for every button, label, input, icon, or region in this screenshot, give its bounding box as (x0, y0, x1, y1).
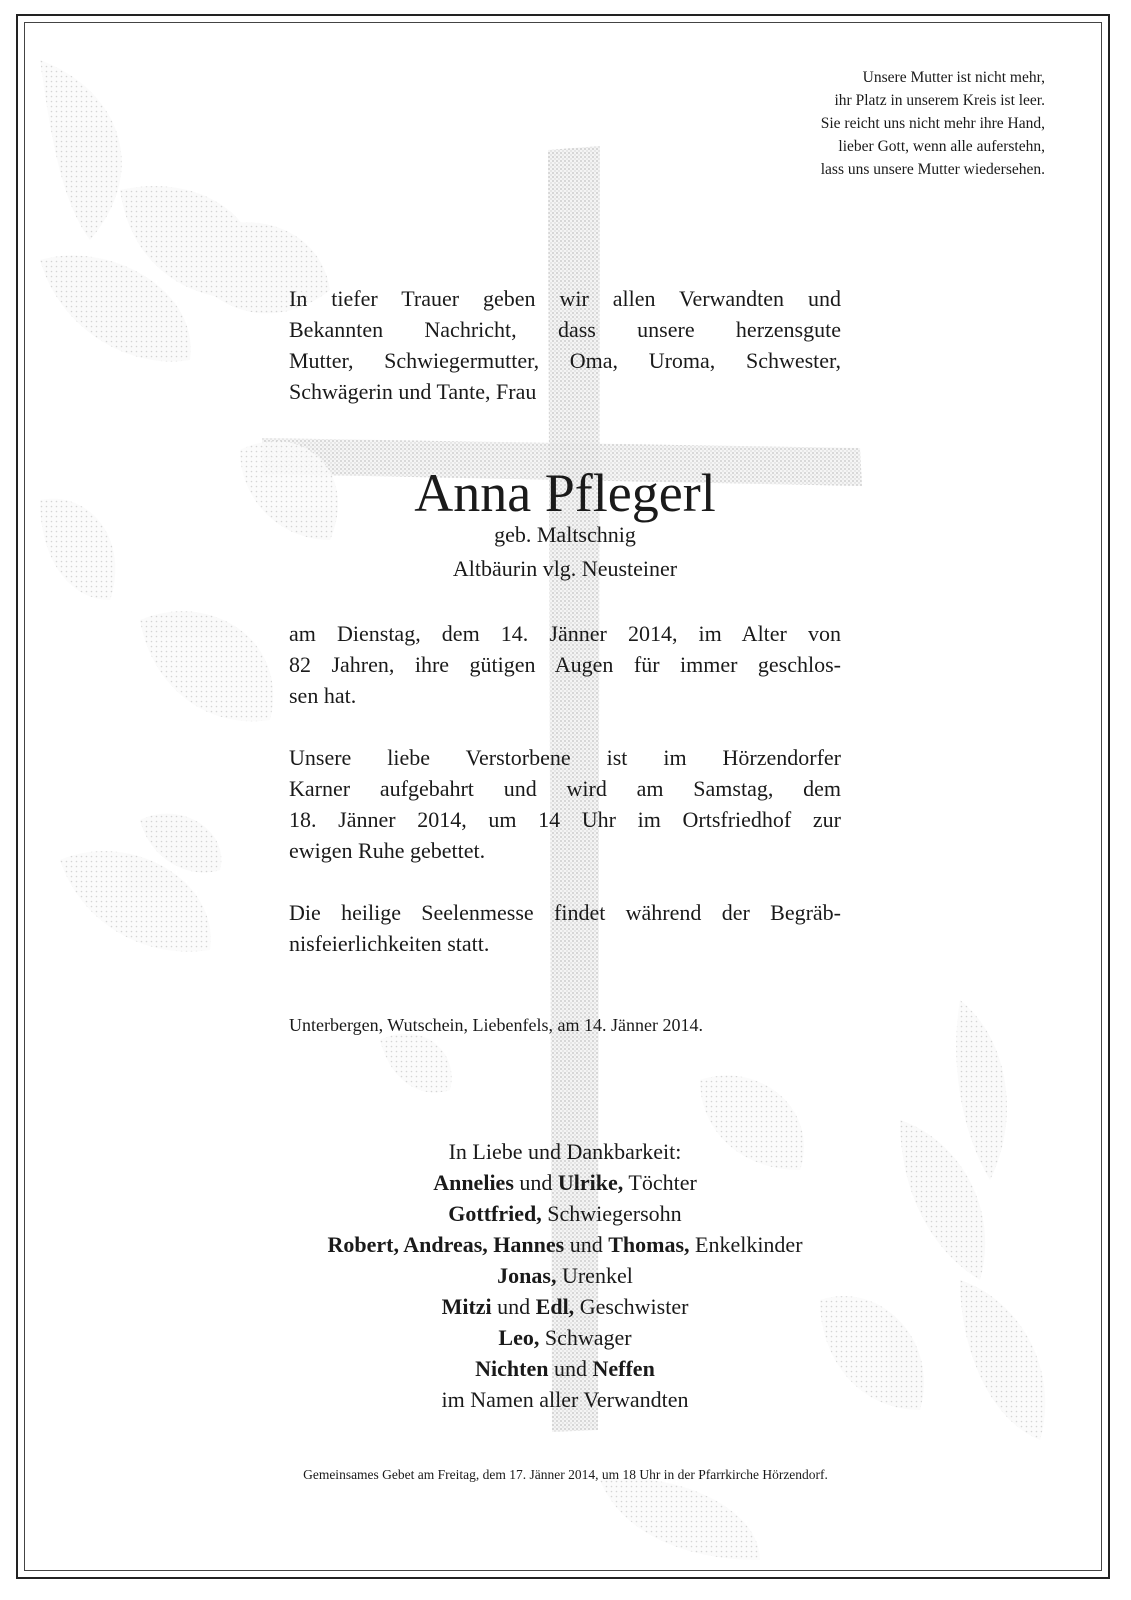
mourner-name: Jonas, (497, 1263, 557, 1288)
poem-line: lieber Gott, wenn alle auferstehn, (838, 138, 1045, 155)
mourner-name: Annelies (433, 1170, 514, 1195)
mourner-name: Robert, Andreas, Hannes (327, 1232, 565, 1257)
mourner-name: Leo, (498, 1325, 540, 1350)
mourner-line-nieces-nephews (240, 1353, 890, 1384)
mass-notice (289, 897, 841, 959)
poem-line: ihr Platz in unserem Kreis ist leer. (834, 92, 1045, 109)
poem-line: Unsere Mutter ist nicht mehr, (862, 69, 1045, 86)
prayer-notice-footer: Gemeinsames Gebet am Freitag, dem 17. Jänner 2014, um 18 Uhr in der Pfarrkirche Hörzendorf. (303, 1467, 828, 1482)
mourner-line-brother-in-law (240, 1322, 890, 1353)
funeral-notice-line: Unsere liebe Verstorbene ist im Hörzendorfer (289, 745, 841, 770)
mourner-line-great-grandchild (240, 1260, 890, 1291)
mass-notice-line: nisfeierlichkeiten statt. (289, 931, 490, 956)
death-notice-line: 82 Jahren, ihre gütigen Augen für immer geschlos- (289, 652, 841, 677)
deceased-name: Anna Pflegerl (414, 463, 716, 523)
conjunction: und (519, 1170, 553, 1195)
mourner-line-siblings (240, 1291, 890, 1322)
intro-line: Mutter, Schwiegermutter, Oma, Uroma, Schwester, (289, 348, 841, 373)
mourner-name: Ulrike, (557, 1170, 624, 1195)
mourners-list (240, 1167, 890, 1415)
relation: Töchter (628, 1170, 697, 1195)
mass-notice-line: Die heilige Seelenmesse findet während der Begräb- (289, 900, 841, 925)
relation: Geschwister (579, 1294, 689, 1319)
poem-line: lass uns unsere Mutter wiedersehen. (820, 161, 1045, 178)
conjunction: und (497, 1294, 531, 1319)
intro-line: Bekannten Nachricht, dass unsere herzensgute (289, 317, 841, 342)
mourner-name: Neffen (592, 1356, 655, 1381)
funeral-notice-line: ewigen Ruhe gebettet. (289, 838, 486, 863)
conjunction: und (569, 1232, 603, 1257)
thanks-heading: In Liebe und Dankbarkeit: (448, 1139, 682, 1164)
intro-line: In tiefer Trauer geben wir allen Verwandten und (289, 286, 841, 311)
relation: Enkelkinder (695, 1232, 803, 1257)
mourner-name: Edl, (535, 1294, 575, 1319)
intro-line: Schwägerin und Tante, Frau (289, 379, 537, 404)
funeral-notice-line: 18. Jänner 2014, um 14 Uhr im Ortsfriedhof zur (289, 807, 841, 832)
death-notice-line: am Dienstag, dem 14. Jänner 2014, im Alter von (289, 621, 841, 646)
memorial-poem (821, 66, 1045, 181)
place-and-date: Unterbergen, Wutschein, Liebenfels, am 14. Jänner 2014. (289, 1015, 703, 1035)
mourner-line-grandchildren (240, 1229, 890, 1260)
mourner-line-son-in-law (240, 1198, 890, 1229)
mourner-line-all-relatives: im Namen aller Verwandten (441, 1387, 689, 1412)
relation: Schwiegersohn (547, 1201, 682, 1226)
relation: Schwager (544, 1325, 632, 1350)
relation: Urenkel (561, 1263, 633, 1288)
mourner-name: Gottfried, (448, 1201, 542, 1226)
mourner-name: Nichten (475, 1356, 549, 1381)
mourner-name: Thomas, (608, 1232, 690, 1257)
announcement-intro (289, 283, 841, 407)
mourner-line-daughters (240, 1167, 890, 1198)
death-notice-line: sen hat. (289, 683, 357, 708)
poem-line: Sie reicht uns nicht mehr ihre Hand, (820, 115, 1045, 132)
death-notice (289, 618, 841, 711)
funeral-notice (289, 742, 841, 866)
deceased-birth-name: geb. Maltschnig (494, 522, 636, 547)
funeral-notice-line: Karner aufgebahrt und wird am Samstag, dem (289, 776, 841, 801)
conjunction: und (554, 1356, 587, 1381)
mourner-name: Mitzi (441, 1294, 492, 1319)
deceased-title: Altbäurin vlg. Neusteiner (452, 556, 678, 581)
